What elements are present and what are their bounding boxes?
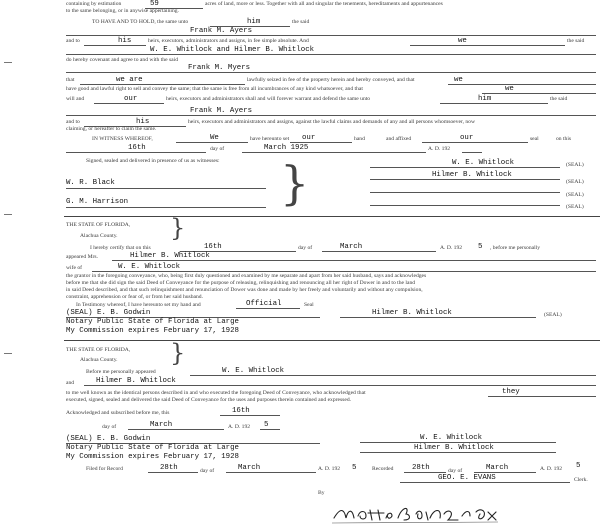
fill-line xyxy=(290,142,352,143)
text-acres: acres of land, more or less. Together with all and singular the tenements, hereditaments and appurtenances xyxy=(205,1,443,7)
ack2-day: 16th xyxy=(232,407,250,415)
text-ack1-line3: in said Deed described, and that such relinquishment and renunciation of Dower was done and made by her freely and voluntarily and without any compulsion, xyxy=(66,287,423,293)
ack2-signature-2: Hilmer B. Whitlock xyxy=(414,444,494,452)
county-heading-2: Alachua County. xyxy=(80,357,118,363)
witness-our-2: our xyxy=(460,134,474,142)
signature-line xyxy=(360,442,556,443)
signature-line xyxy=(360,452,556,453)
signature-line xyxy=(66,188,266,189)
fill-line xyxy=(440,103,548,104)
state-heading-2: THE STATE OF FLORIDA, xyxy=(66,347,131,353)
ack2-name-1: W. E. Whitlock xyxy=(222,367,285,375)
text-executed-signed: executed, signed, sealed and delivered the said Deed of Conveyance for the uses and purposes therein contained and expressed. xyxy=(66,397,352,403)
fill-line xyxy=(94,103,164,104)
fill-line xyxy=(404,472,446,473)
ack2-year-digit: 5 xyxy=(264,421,269,429)
brace: } xyxy=(170,339,186,367)
text-testimony: In Testimony whereof, I have hereunto set my hand and xyxy=(76,302,201,308)
seal-2: (SEAL) xyxy=(566,179,584,185)
signature-line xyxy=(66,207,266,208)
grantee-name-2: Frank M. Myers xyxy=(188,64,251,72)
ack2-signature-1: W. E. Whitlock xyxy=(420,434,483,442)
fill-line xyxy=(128,429,224,430)
clerk-name: GEO. E. EVANS xyxy=(438,474,496,482)
fill-line xyxy=(66,115,596,116)
text-wife-of: wife of xyxy=(66,265,82,271)
text-clerk: Clerk. xyxy=(574,477,588,483)
witness-signature-1: W. R. Black xyxy=(66,179,115,187)
grantor-names: W. E. Whitlock and Hilmer B. Whitlock xyxy=(150,46,315,54)
text-hand: hand xyxy=(354,136,365,142)
fill-line xyxy=(84,385,596,386)
habendum-we: we xyxy=(458,37,467,45)
text-ad-192-5: A. D. 192 xyxy=(540,466,563,472)
ack1-month: March xyxy=(340,243,363,251)
fill-line xyxy=(66,35,596,36)
margin-mark xyxy=(4,353,12,354)
covenant-we-2: we xyxy=(505,85,514,93)
text-good-right: have good and lawful right to sell and convey the same; that the same is free from all incumbrances of any kind whatsoever, and that xyxy=(66,86,363,92)
section-divider xyxy=(64,216,600,217)
fill-line xyxy=(488,396,596,397)
signature-line xyxy=(370,179,560,180)
text-ack1-line2: before me that she did sign the said Deed of Conveyance for the purpose of releasing, relinquishing and renouncing all her right of Dower in and to the land xyxy=(66,280,416,286)
text-warrant-defend: heirs, executors and administrators shall and will forever warrant and defend the same unto xyxy=(166,96,371,102)
label-to-have: TO HAVE AND TO HOLD, the same unto xyxy=(92,19,189,25)
text-recorded: Recorded xyxy=(372,466,394,472)
text-certify: I hereby certify that on this xyxy=(90,245,151,251)
text-ad-192-3: A. D. 192 xyxy=(228,424,251,430)
notary-title-1: Notary Public State of Florida at Large xyxy=(66,318,239,326)
text-ad-192-2: A. D. 192 xyxy=(440,245,463,251)
signature-line xyxy=(400,482,570,483)
signature-line xyxy=(370,167,560,168)
filed-year-digit: 5 xyxy=(352,464,357,472)
seal-1: (SEAL) xyxy=(566,162,584,168)
text-the-said-3: the said xyxy=(550,96,568,102)
ack2-name-2: Hilmer B. Whitlock xyxy=(96,377,176,385)
notary-seal-name-2: (SEAL) E. B. Godwin xyxy=(66,435,151,443)
fill-line xyxy=(112,260,596,261)
fill-line xyxy=(66,152,206,153)
text-lawful-claims: heirs, executors and administrators and assigns, against the lawful claims and demands of any and all persons whomsoever, now xyxy=(188,119,476,125)
recorded-month: March xyxy=(486,464,509,472)
text-ad-192: A. D. 192 xyxy=(428,146,451,152)
text-and-affixed: and affixed xyxy=(386,136,412,142)
text-ack1-line4: constraint, apprehension or fear of, or from her said husband. xyxy=(66,294,204,300)
grantee-name-3: Frank M. Ayers xyxy=(190,107,253,115)
text-before-me: , before me personally xyxy=(490,245,541,251)
signature-line xyxy=(370,205,560,206)
ack1-year-digit: 5 xyxy=(478,243,483,251)
recorded-year-digit: 5 xyxy=(576,462,581,470)
seal-3: (SEAL) xyxy=(566,192,584,198)
ack1-day: 16th xyxy=(204,243,222,251)
habendum-him: him xyxy=(247,18,261,26)
text-the-said: the said xyxy=(292,19,310,25)
fill-line xyxy=(260,429,280,430)
grantor-signature-2: Hilmer B. Whitlock xyxy=(432,171,512,179)
habendum-his: his xyxy=(118,37,132,45)
seal-5: (SEAL) xyxy=(544,312,562,318)
covenant-our: our xyxy=(124,95,138,103)
fill-line xyxy=(220,415,280,416)
fill-line xyxy=(242,152,426,153)
fill-line xyxy=(482,93,596,94)
filed-month: March xyxy=(238,464,261,472)
text-seal: seal xyxy=(530,136,539,142)
text-day-of: day of xyxy=(210,146,225,152)
brace: } xyxy=(280,156,310,210)
text-filed-for-record: Filed for Record xyxy=(86,466,123,472)
text-that: that xyxy=(66,77,75,83)
margin-mark xyxy=(4,62,12,63)
ack1-wife-signature: Hilmer B. Whitlock xyxy=(372,309,452,317)
ack1-husband-name: W. E. Whitlock xyxy=(118,263,181,271)
fill-line xyxy=(236,308,300,309)
fill-line xyxy=(190,375,596,376)
text-day-of-3: day of xyxy=(102,424,117,430)
witness-signature-2: G. M. Harrison xyxy=(66,198,129,206)
grantee-name-1: Frank M. Ayers xyxy=(190,27,253,35)
fill-line xyxy=(66,72,596,73)
fill-line xyxy=(462,152,482,153)
ack2-they: they xyxy=(502,388,520,396)
text-acknowledged: Acknowledged and subscribed before me, this xyxy=(66,410,170,416)
seal-4: (SEAL) xyxy=(566,204,584,210)
text-ad-192-4: A. D. 192 xyxy=(318,466,341,472)
text-in-witness: IN WITNESS WHEREOF, xyxy=(92,136,153,142)
fill-line xyxy=(176,142,248,143)
text-appeared-mrs: appeared Mrs. xyxy=(66,254,98,260)
margin-mark xyxy=(4,214,12,215)
fill-line xyxy=(84,45,146,46)
text-will-and: will and xyxy=(66,96,85,102)
witness-our-1: our xyxy=(302,134,316,142)
text-ack1-line1: the grantor in the foregoing conveyance, who, being first duly questioned and examined by me separate and apart from her said husband, says and acknowledges xyxy=(66,273,427,279)
fill-line xyxy=(80,84,245,85)
text-the-said-2: the said xyxy=(567,38,585,44)
witness-day: 16th xyxy=(128,144,146,152)
text-lawfully-seized: lawfully seized in fee of the property herein and hereby conveyed, and that xyxy=(247,77,415,83)
deputy-clerk-signature xyxy=(330,504,500,526)
fill-line xyxy=(92,271,596,272)
fill-line xyxy=(226,472,316,473)
ack1-wife-name: Hilmer B. Whitlock xyxy=(130,252,210,260)
fill-line xyxy=(422,142,528,143)
text-day-of-4: day of xyxy=(200,468,215,474)
signature-line xyxy=(340,317,536,318)
fill-line xyxy=(322,251,436,252)
brace: } xyxy=(170,214,186,242)
text-by: By xyxy=(318,490,325,496)
fill-line xyxy=(410,45,565,46)
text-day-of-5: day of xyxy=(448,468,463,474)
text-covenant: do hereby covenant and agree to and with the said xyxy=(66,57,178,63)
text-signed-sealed: Signed, sealed and delivered in presence of us as witnesses: xyxy=(86,158,220,164)
text-well-known: to me well known as the identical persons described in and who executed the foregoing Deed of Conveyance, who acknowledged that xyxy=(66,390,366,396)
covenant-we-1: we xyxy=(454,76,463,84)
notary-seal-name-1: (SEAL) E. B. Godwin xyxy=(66,309,151,317)
covenant-his: his xyxy=(136,118,150,126)
witness-month-year: March 1925 xyxy=(264,144,309,152)
text-day-of-2: day of xyxy=(298,245,313,251)
state-heading-1: THE STATE OF FLORIDA, xyxy=(66,222,131,228)
covenant-him: him xyxy=(478,95,492,103)
witness-we: We xyxy=(210,134,219,142)
text-hereunto-set: have hereunto set xyxy=(250,136,290,142)
ack1-official: Official xyxy=(246,300,282,308)
text-belonging: to the same belonging, or in anywise appertaining. xyxy=(66,8,179,14)
fill-line xyxy=(148,472,198,473)
text-before-me-appeared: Before me personally appeared xyxy=(86,369,156,375)
notary-commission-2: My Commission expires February 17, 1928 xyxy=(66,453,239,461)
county-heading-1: Alachua County. xyxy=(80,233,118,239)
notary-commission-1: My Commission expires February 17, 1928 xyxy=(66,327,239,335)
acres-value: 59 xyxy=(150,0,159,8)
label-containing: containing by estimation xyxy=(66,1,122,7)
filed-day: 28th xyxy=(160,464,178,472)
text-seal-word: Seal xyxy=(304,302,314,308)
signature-line xyxy=(370,192,560,193)
text-on-this: on this xyxy=(556,136,572,142)
text-and-to-2: and to xyxy=(66,119,80,125)
recorded-day: 28th xyxy=(412,464,430,472)
grantor-signature-1: W. E. Whitlock xyxy=(452,159,515,167)
covenant-we-are: we are xyxy=(116,76,143,84)
fill-line xyxy=(448,84,596,85)
text-and-2: and xyxy=(66,380,75,386)
notary-title-2: Notary Public State of Florida at Large xyxy=(66,444,239,452)
fill-line xyxy=(474,472,536,473)
fill-line xyxy=(66,54,596,55)
ack2-month: March xyxy=(150,421,173,429)
text-and-to: and to xyxy=(66,38,80,44)
section-divider xyxy=(64,340,600,341)
text-claiming: claiming, or hereafter to claim the same. xyxy=(66,126,157,132)
text-fee-simple: heirs, executors, administrators and assigns, in fee simple absolute. And xyxy=(148,38,309,44)
